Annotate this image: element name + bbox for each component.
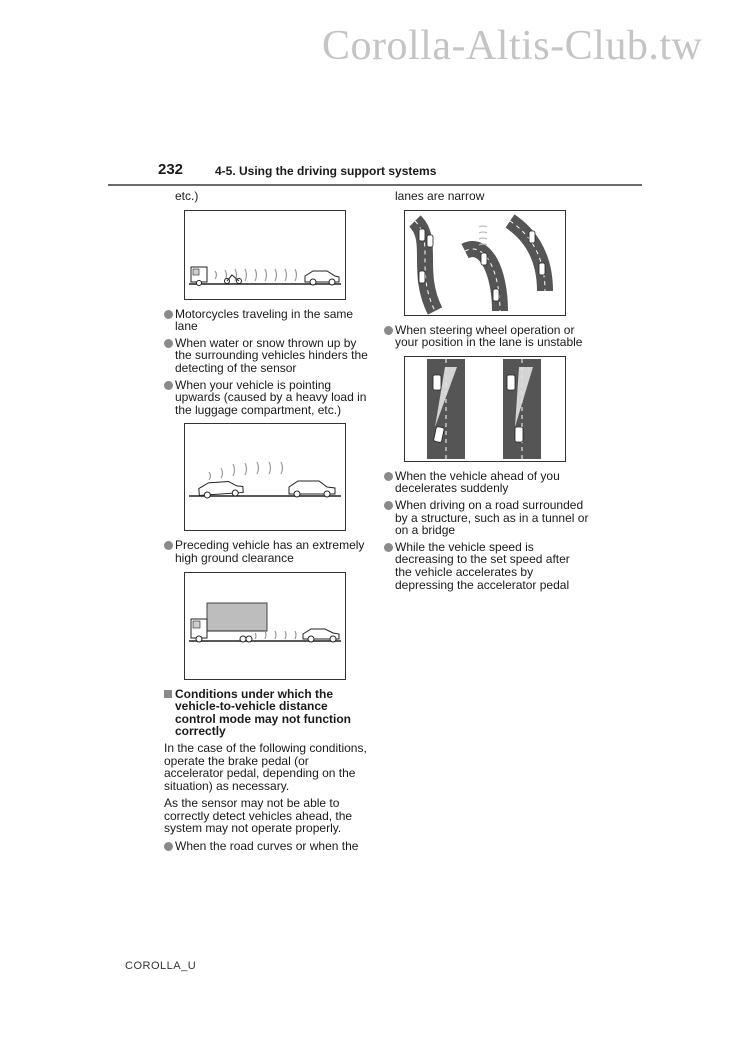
bullet-tunnel-bridge: When driving on a road surrounded by a structure, such as in a tunnel or on a bridge	[384, 499, 589, 537]
figure-pointing-upwards	[184, 423, 346, 531]
figure-high-clearance	[184, 572, 346, 680]
bullet-speed-decreasing: While the vehicle speed is decreasing to the set speed after the vehicle accelerates by depressing the accelerator pedal	[384, 541, 589, 591]
bullet-motorcycles: Motorcycles traveling in the same lane	[164, 308, 369, 333]
page-number: 232	[158, 161, 184, 178]
left-column	[164, 190, 369, 857]
bullet-water-snow: When water or snow thrown up by the surrounding vehicles hinders the detecting of the sensor	[164, 337, 369, 375]
paragraph-1: In the case of the following conditions, operate the brake pedal (or accelerator pedal, depending on the situation) as necessary.	[164, 740, 367, 793]
section-title: 4-5. Using the driving support systems	[215, 164, 437, 178]
figure-motorcycle	[184, 210, 346, 300]
bullet-decelerates: When the vehicle ahead of you decelerates suddenly	[384, 470, 589, 495]
bullet-road-curves: When the road curves or when the	[164, 840, 369, 853]
bullet-pointing-upwards: When your vehicle is pointing upwards (caused by a heavy load in the luggage compartment, etc.)	[164, 379, 369, 417]
page-header	[108, 160, 642, 186]
section-heading: Conditions under which the vehicle-to-vehicle distance control mode may not function correctly	[164, 688, 369, 738]
figure-curved-roads	[404, 210, 566, 316]
footer-code: COROLLA_U	[125, 960, 197, 972]
continued-text: etc.)	[175, 189, 199, 203]
bullet-high-clearance: Preceding vehicle has an extremely high ground clearance	[164, 539, 369, 564]
paragraph-2: As the sensor may not be able to correctly detect vehicles ahead, the system may not operate properly.	[164, 796, 353, 836]
right-column	[384, 190, 589, 595]
bullet-steering-unstable: When steering wheel operation or your position in the lane is unstable	[384, 324, 589, 349]
watermark: Corolla-Altis-Club.tw	[322, 23, 703, 69]
figure-unstable-lane	[404, 356, 566, 462]
continued-text-right: lanes are narrow	[395, 189, 485, 203]
